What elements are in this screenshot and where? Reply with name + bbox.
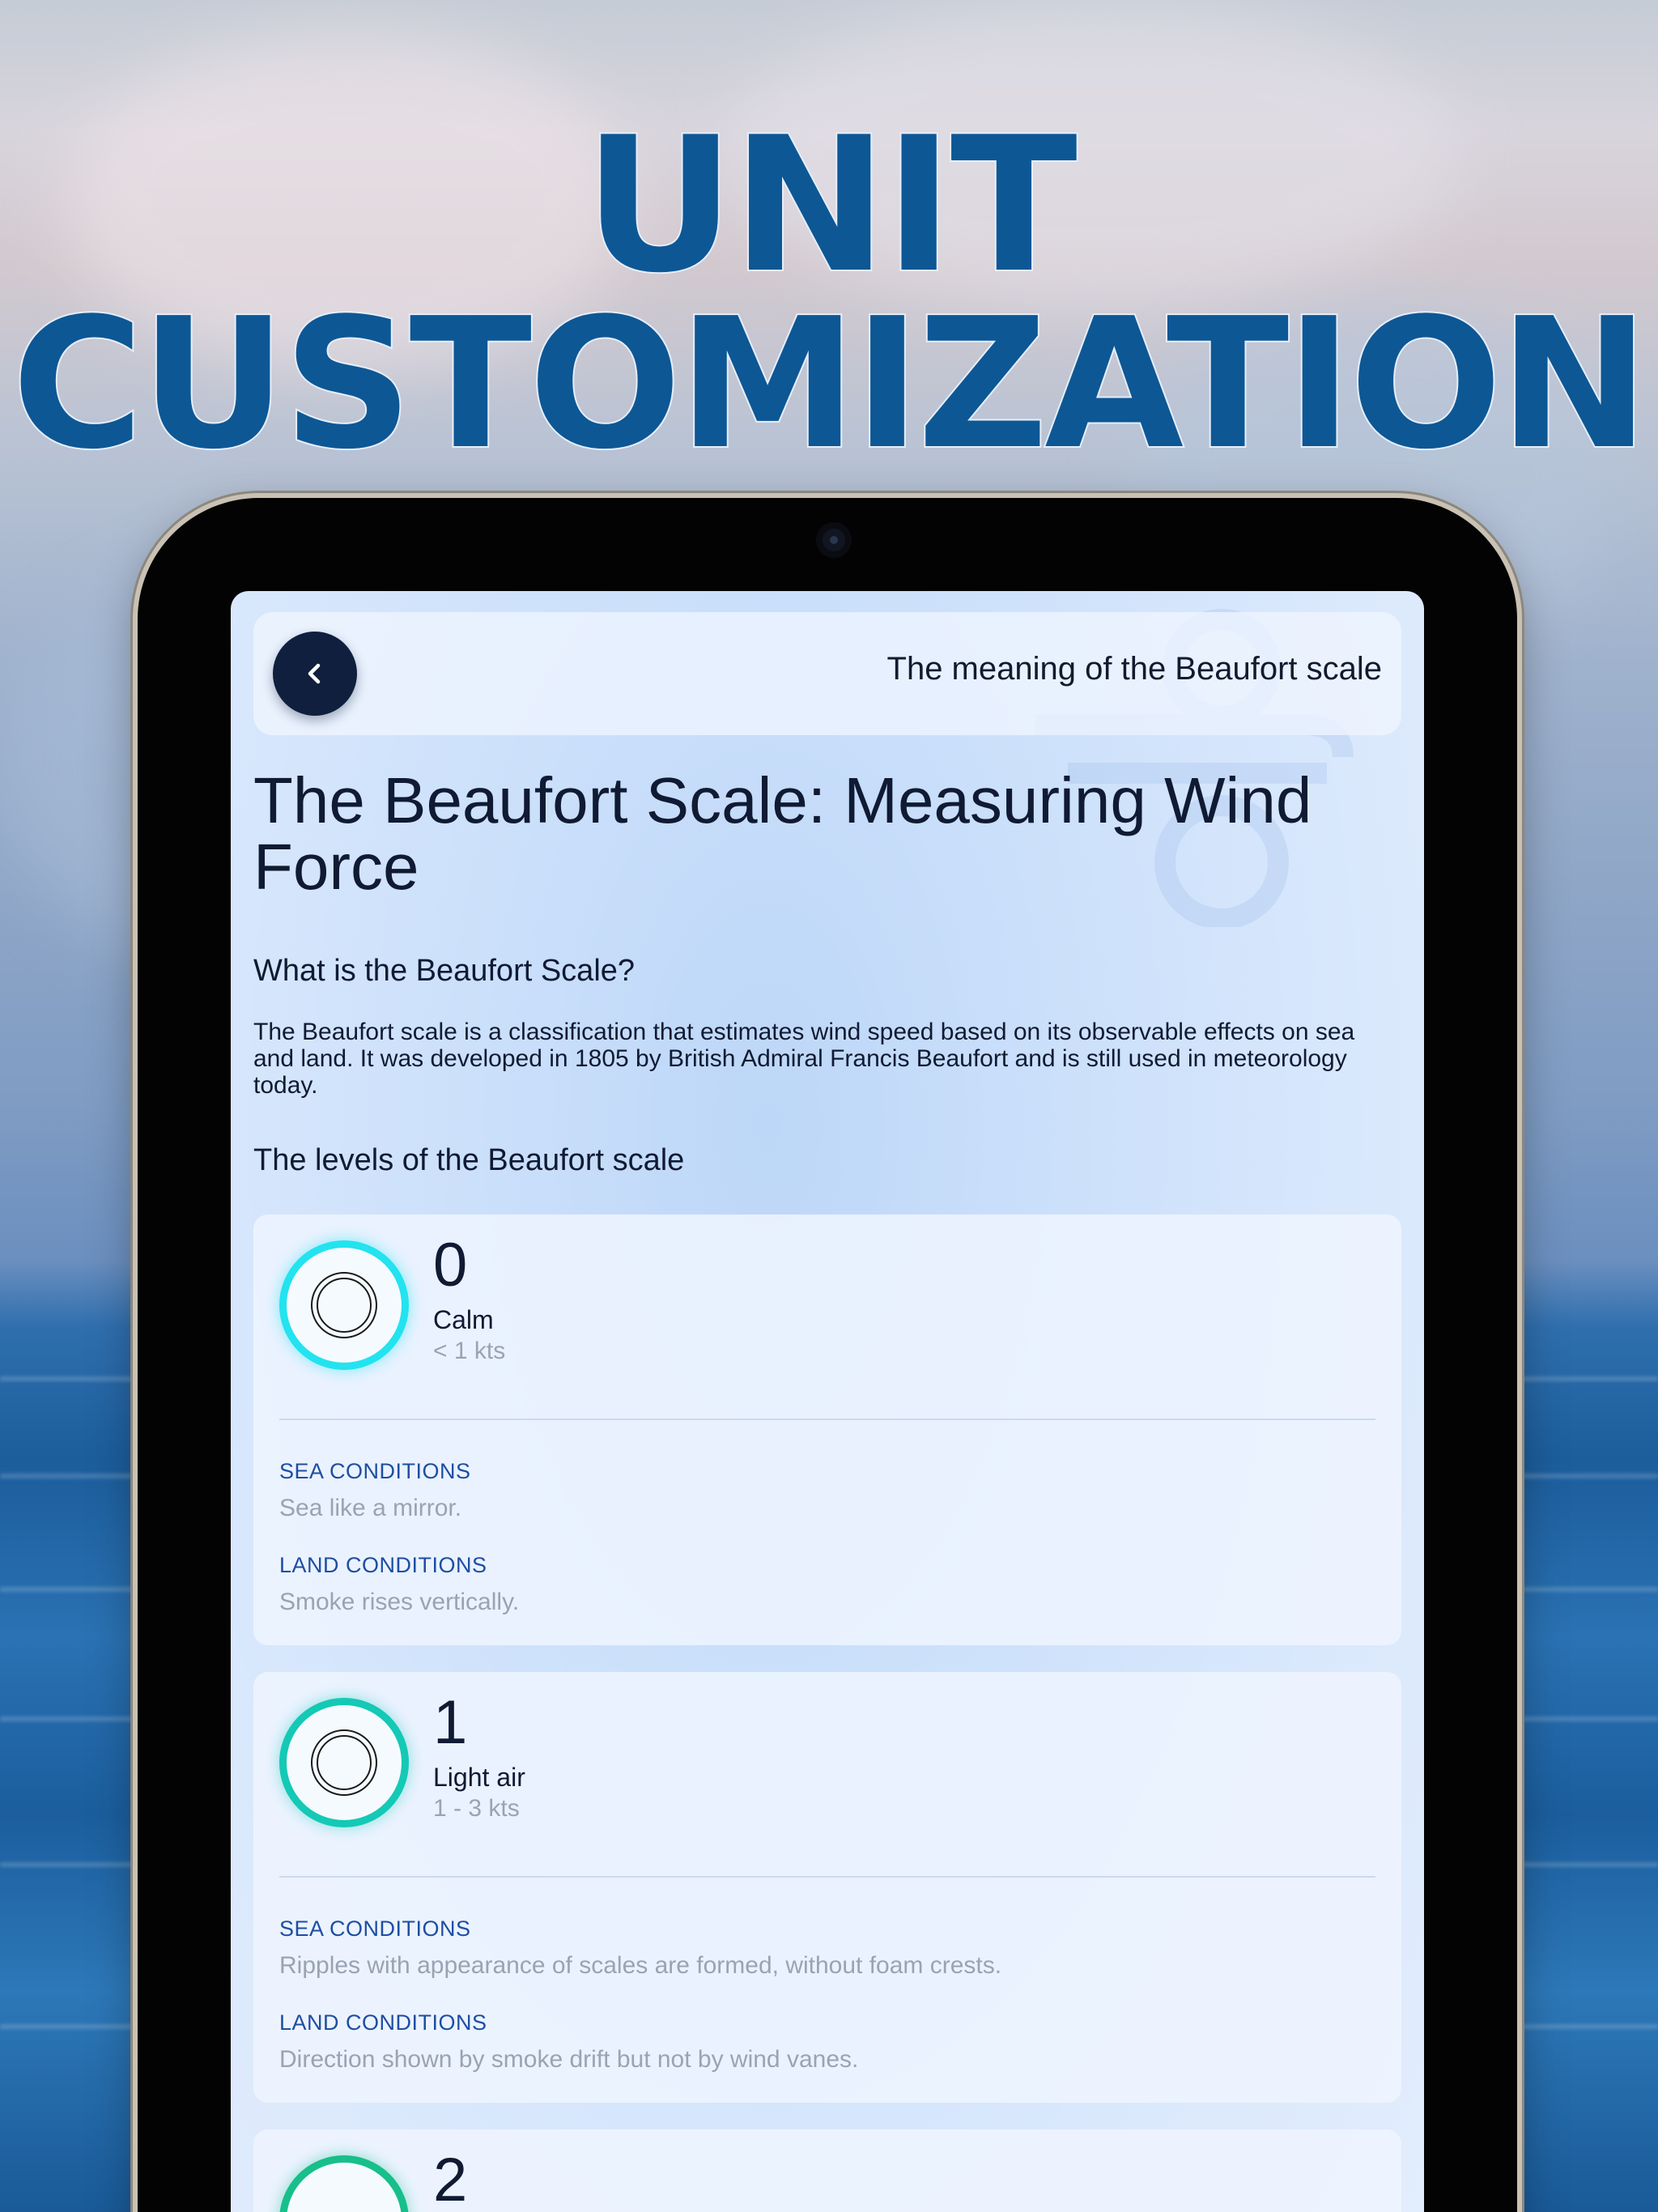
headline-line-2: CUSTOMIZATION (11, 280, 1647, 489)
land-conditions-text: Smoke rises vertically. (279, 1589, 520, 1615)
level-name: Light air (433, 1763, 525, 1792)
land-conditions-label: LAND CONDITIONS (279, 2010, 487, 2035)
headline-line-1: UNIT (584, 98, 1074, 314)
app-screen (231, 591, 1424, 2212)
page-title: The Beaufort Scale: Measuring Wind Force (253, 764, 1312, 903)
light-air-wind-icon (309, 1728, 379, 1797)
land-conditions-label: LAND CONDITIONS (279, 1553, 487, 1577)
calm-wind-icon (309, 1270, 379, 1340)
intro-paragraph: The Beaufort scale is a classification that estimates wind speed based on its observable effects on sea and land. It was developed in 1805 by British Admiral Francis Beaufort and is still used in meteorology today. (253, 1019, 1355, 1099)
top-nav-bar (253, 612, 1401, 735)
card-divider (279, 1419, 1375, 1420)
sea-conditions-text: Ripples with appearance of scales are formed, without foam crests. (279, 1952, 1002, 1979)
level-ring-0 (279, 1240, 409, 1370)
sea-conditions-text: Sea like a mirror. (279, 1495, 462, 1521)
chevron-left-icon (301, 660, 329, 687)
sea-conditions-label: SEA CONDITIONS (279, 1459, 471, 1483)
level-number: 1 (433, 1688, 468, 1757)
sea-conditions-label: SEA CONDITIONS (279, 1916, 471, 1941)
level-number: 2 (433, 2146, 468, 2212)
level-speed: 1 - 3 kts (433, 1795, 520, 1822)
back-button[interactable] (273, 632, 357, 716)
section-heading-what-is: What is the Beaufort Scale? (253, 954, 636, 988)
promo-headline (0, 98, 1658, 489)
level-name: Calm (433, 1305, 494, 1334)
tablet-frame (138, 498, 1517, 2212)
camera-icon (816, 522, 852, 558)
card-divider (279, 1876, 1375, 1878)
level-number: 0 (433, 1231, 468, 1300)
level-ring-1 (279, 1698, 409, 1827)
level-card-1 (253, 1672, 1401, 2103)
level-card-2 (253, 2129, 1401, 2212)
nav-title: The meaning of the Beaufort scale (886, 651, 1382, 687)
level-card-0 (253, 1214, 1401, 1645)
section-heading-levels: The levels of the Beaufort scale (253, 1143, 685, 1177)
level-ring-2 (279, 2155, 409, 2212)
land-conditions-text: Direction shown by smoke drift but not by wind vanes. (279, 2046, 859, 2073)
level-speed: < 1 kts (433, 1338, 506, 1364)
